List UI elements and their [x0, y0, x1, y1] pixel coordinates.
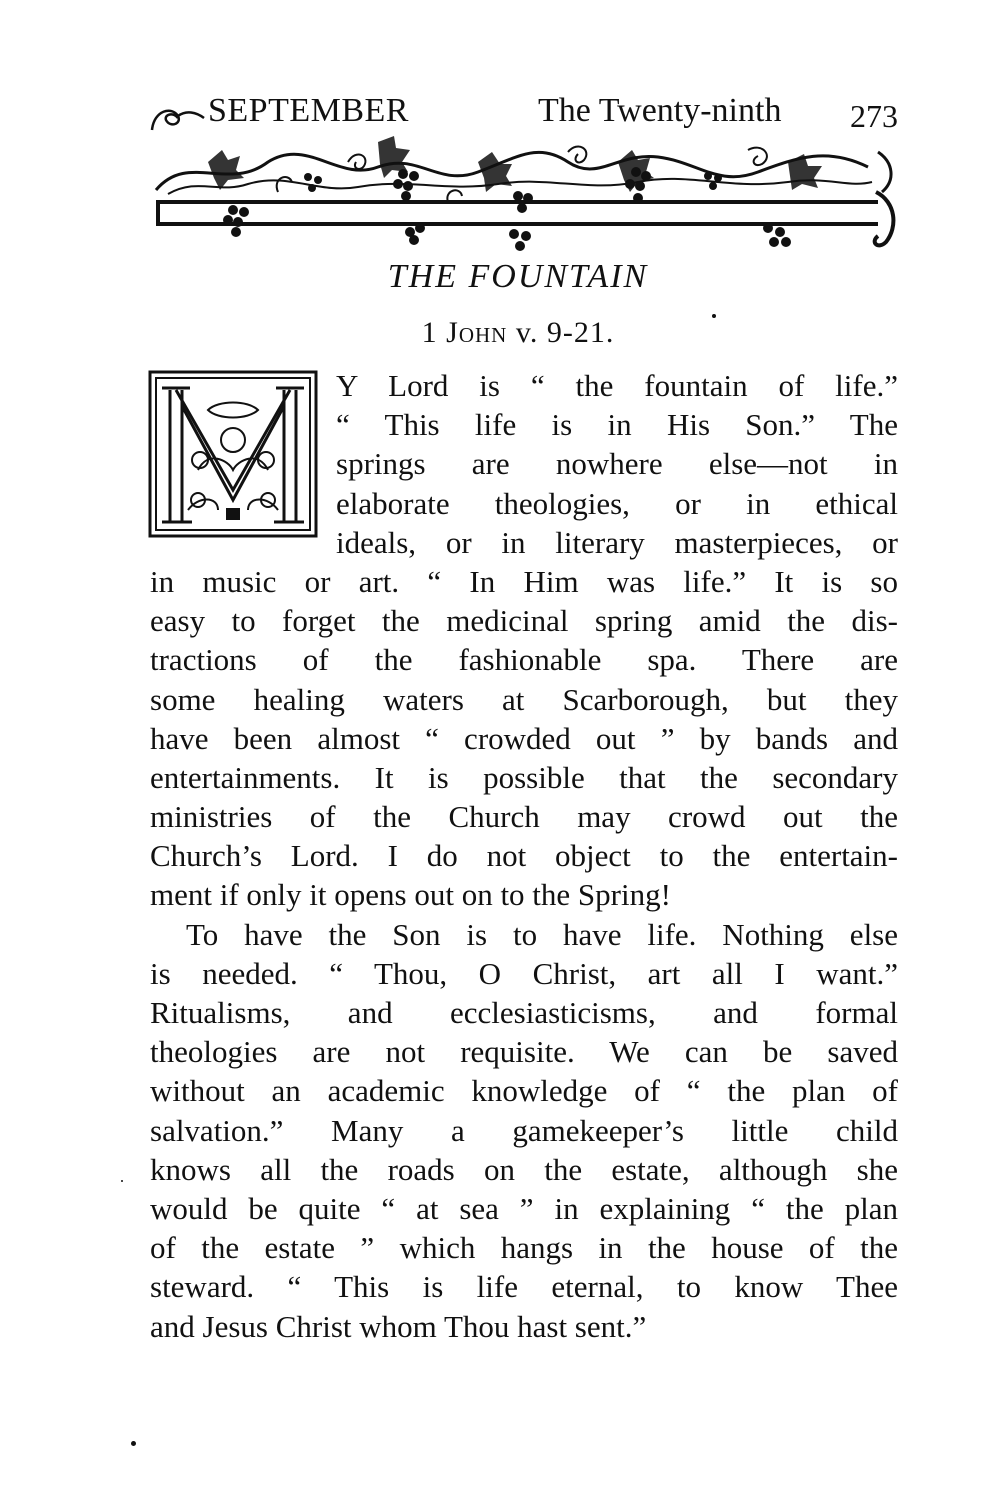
text-line: entertainments. It is possible that the secondary — [150, 759, 898, 795]
reference-book: John — [446, 316, 508, 349]
text-line: easy to forget the medicinal spring amid the dis- — [150, 603, 898, 639]
text-line: ideals, or in literary masterpieces, or — [336, 524, 898, 560]
text-line: steward. “ This is life eternal, to know Thee — [150, 1269, 898, 1305]
text-line: and Jesus Christ whom Thou hast sent.” — [150, 1308, 647, 1344]
chapter-title: THE FOUNTAIN — [387, 258, 649, 295]
text-line: knows all the roads on the estate, although she — [150, 1151, 898, 1187]
paragraph — [150, 915, 898, 1346]
grapevine-border-icon — [148, 132, 908, 252]
text-line: springs are nowhere else—not in — [336, 446, 898, 482]
header-day: The Twenty-ninth — [538, 92, 782, 129]
vine-flourish-icon — [148, 100, 206, 134]
text-line: without an academic knowledge of “ the plan of — [150, 1073, 898, 1109]
page-header — [148, 92, 908, 252]
text-line: ministries of the Church may crowd out the — [150, 799, 898, 835]
text-line: would be quite “ at sea ” in explaining “ the plan — [150, 1190, 898, 1226]
page-number: 273 — [850, 98, 898, 134]
text-line: To have the Son is to have life. Nothing else — [186, 916, 898, 952]
reference-verses: v. 9-21. — [515, 316, 615, 349]
reference-number: 1 — [421, 316, 438, 349]
ink-speck — [121, 1180, 123, 1182]
text-line: of the estate ” which hangs in the house of the — [150, 1230, 898, 1266]
paragraph — [150, 366, 898, 915]
body-text — [150, 366, 898, 1346]
ink-speck — [131, 1441, 136, 1446]
text-line: some healing waters at Scarborough, but they — [150, 681, 898, 717]
text-line: salvation.” Many a gamekeeper’s little child — [150, 1112, 898, 1148]
text-line: Ritualisms, and ecclesiasticisms, and formal — [150, 995, 898, 1030]
header-month: SEPTEMBER — [208, 92, 409, 129]
text-line: Church’s Lord. I do not object to the entertain- — [150, 838, 898, 874]
text-line: Y Lord is “ the fountain of life.” — [336, 368, 898, 403]
ink-speck — [712, 314, 716, 318]
text-line: in music or art. “ In Him was life.” It is so — [150, 563, 898, 599]
text-line: tractions of the fashionable spa. There are — [150, 642, 898, 678]
text-line: have been almost “ crowded out ” by bands and — [150, 720, 898, 756]
text-line: ment if only it opens out on to the Spring! — [150, 877, 671, 913]
text-line: is needed. “ Thou, O Christ, art all I want.” — [150, 955, 898, 991]
text-line: elaborate theologies, or in ethical — [336, 485, 898, 521]
text-line: theologies are not requisite. We can be saved — [150, 1034, 898, 1070]
text-line: “ This life is in His Son.” The — [336, 407, 898, 443]
scripture-reference — [0, 316, 1000, 350]
